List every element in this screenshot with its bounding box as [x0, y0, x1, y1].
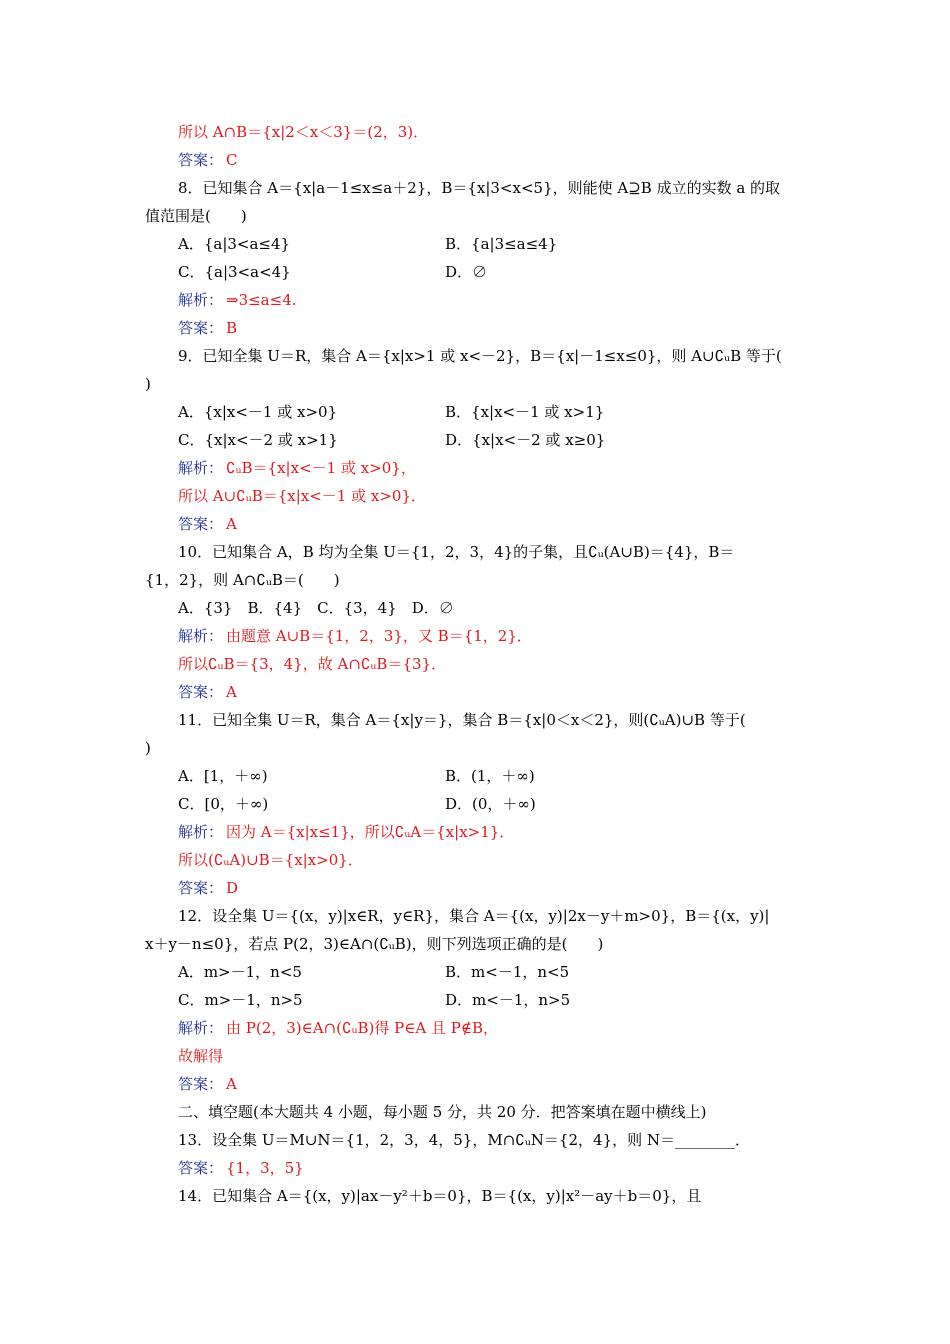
answer-label: 解析： — [178, 459, 224, 477]
text-line — [0, 118, 950, 146]
text-line — [0, 286, 950, 314]
text-line — [0, 1126, 950, 1154]
text-line — [0, 706, 950, 734]
text-line — [0, 566, 950, 594]
text-line — [0, 846, 950, 874]
question-text: 二、填空题(本大题共 4 小题，每小题 5 分，共 20 分．把答案填在题中横线上) — [178, 1103, 707, 1121]
question-text: B．(1，＋∞) — [445, 767, 535, 785]
answer-label: 解析： — [178, 1019, 224, 1037]
text-line — [0, 258, 950, 286]
answer-label: 解析： — [178, 627, 224, 645]
text-line — [0, 1070, 950, 1098]
text-line — [0, 930, 950, 958]
text-line — [0, 314, 950, 342]
answer-label: 解析： — [178, 291, 224, 309]
text-line — [0, 426, 950, 454]
text-line — [0, 174, 950, 202]
question-text: C．{a|3<a<4} — [178, 263, 291, 281]
text-line — [0, 650, 950, 678]
text-line — [0, 510, 950, 538]
solution-text: 由 P(2，3)∈A∩(∁ᵤB)得 P∈A 且 P∉B， — [226, 1019, 498, 1037]
question-text: D．(0，＋∞) — [445, 795, 536, 813]
text-line — [0, 678, 950, 706]
question-text: A．{x|x<－1 或 x>0} — [178, 403, 338, 421]
solution-text: A — [226, 683, 237, 701]
answer-label: 答案： — [178, 515, 224, 533]
question-text: x＋y－n≤0}，若点 P(2，3)∈A∩(∁ᵤB)，则下列选项正确的是( ) — [145, 935, 604, 953]
text-line — [0, 370, 950, 398]
question-text: 值范围是( ) — [145, 207, 247, 225]
text-line — [0, 622, 950, 650]
solution-text: 所以 A∪∁ᵤB＝{x|x<－1 或 x>0}． — [178, 487, 426, 505]
solution-text: 故解得 — [178, 1047, 224, 1065]
question-text: 11．已知全集 U＝R，集合 A＝{x|y＝}，集合 B＝{x|0＜x＜2}，则(∁ᵤA)∪B 等于( — [178, 711, 746, 729]
answer-label: 答案： — [178, 151, 224, 169]
text-line — [0, 230, 950, 258]
answer-label: 答案： — [178, 319, 224, 337]
question-text: ) — [145, 739, 151, 757]
question-text: 8．已知集合 A＝{x|a－1≤x≤a＋2}，B＝{x|3<x<5}，则能使 A⊇B 成立的实数 a 的取 — [178, 179, 781, 197]
answer-label: 答案： — [178, 1075, 224, 1093]
text-line — [0, 538, 950, 566]
solution-text: A — [226, 515, 237, 533]
text-line — [0, 986, 950, 1014]
question-text: D．∅ — [445, 263, 488, 281]
question-text: A．m>－1，n<5 — [178, 963, 302, 981]
answer-label: 答案： — [178, 879, 224, 897]
question-text: 10．已知集合 A，B 均为全集 U＝{1，2，3，4}的子集，且∁ᵤ(A∪B)＝{4}，B＝ — [178, 543, 735, 561]
solution-text: D — [226, 879, 239, 897]
question-text: B．{x|x<－1 或 x>1} — [445, 403, 605, 421]
text-line — [0, 398, 950, 426]
text-line — [0, 454, 950, 482]
text-line — [0, 734, 950, 762]
question-text: D．{x|x<－2 或 x≥0} — [445, 431, 606, 449]
question-text: C．{x|x<－2 或 x>1} — [178, 431, 338, 449]
answer-label: 答案： — [178, 1159, 224, 1177]
question-text: C．[0，＋∞) — [178, 795, 269, 813]
text-line — [0, 958, 950, 986]
solution-text: 因为 A＝{x|x≤1}，所以∁ᵤA＝{x|x>1}． — [226, 823, 515, 841]
question-text: C．m>－1，n>5 — [178, 991, 303, 1009]
text-line — [0, 146, 950, 174]
answer-label: 答案： — [178, 683, 224, 701]
solution-text: 由题意 A∪B＝{1，2，3}，又 B＝{1，2}． — [226, 627, 532, 645]
solution-text: A — [226, 1075, 237, 1093]
solution-text: 所以∁ᵤB＝{3，4}，故 A∩∁ᵤB＝{3}． — [178, 655, 447, 673]
text-line — [0, 594, 950, 622]
answer-label: 解析： — [178, 823, 224, 841]
text-line — [0, 874, 950, 902]
solution-text: ⇒3≤a≤4. — [226, 291, 297, 309]
text-line — [0, 1098, 950, 1126]
text-line — [0, 762, 950, 790]
solution-text: {1，3，5} — [226, 1159, 304, 1177]
solution-text: 所以(∁ᵤA)∪B＝{x|x>0}． — [178, 851, 363, 869]
question-text: {1，2}，则 A∩∁ᵤB＝( ) — [145, 571, 340, 589]
solution-text: B — [226, 319, 238, 337]
text-line — [0, 342, 950, 370]
text-line — [0, 790, 950, 818]
question-text: 13．设全集 U＝M∪N＝{1，2，3，4，5}，M∩∁ᵤN＝{2，4}，则 N＝________． — [178, 1131, 751, 1149]
solution-text: C — [226, 151, 238, 169]
question-text: D．m<－1，n>5 — [445, 991, 571, 1009]
solution-text: ∁ᵤB＝{x|x<－1 或 x>0}， — [226, 459, 416, 477]
question-text: ) — [145, 375, 151, 393]
text-line — [0, 1182, 950, 1210]
question-text: B．{a|3≤a≤4} — [445, 235, 558, 253]
text-line — [0, 1014, 950, 1042]
question-text: 14．已知集合 A＝{(x，y)|ax－y²＋b＝0}，B＝{(x，y)|x²－ay＋b＝0}，且 — [178, 1187, 702, 1205]
text-line — [0, 818, 950, 846]
text-line — [0, 202, 950, 230]
text-line — [0, 902, 950, 930]
question-text: 12．设全集 U＝{(x，y)|x∈R，y∈R}，集合 A＝{(x，y)|2x－y＋m>0}，B＝{(x，y)| — [178, 907, 770, 925]
question-text: A．{3} B．{4} C．{3，4} D．∅ — [178, 599, 454, 617]
text-line — [0, 482, 950, 510]
question-text: 9．已知全集 U＝R，集合 A＝{x|x>1 或 x<－2}，B＝{x|－1≤x≤0}，则 A∪∁ᵤB 等于( — [178, 347, 782, 365]
solution-text: 所以 A∩B＝{x|2＜x＜3}＝(2，3)． — [178, 123, 429, 141]
question-text: A．{a|3<a≤4} — [178, 235, 291, 253]
question-text: A．[1，＋∞) — [178, 767, 268, 785]
text-line — [0, 1042, 950, 1070]
question-text: B．m<－1，n<5 — [445, 963, 570, 981]
text-line — [0, 1154, 950, 1182]
